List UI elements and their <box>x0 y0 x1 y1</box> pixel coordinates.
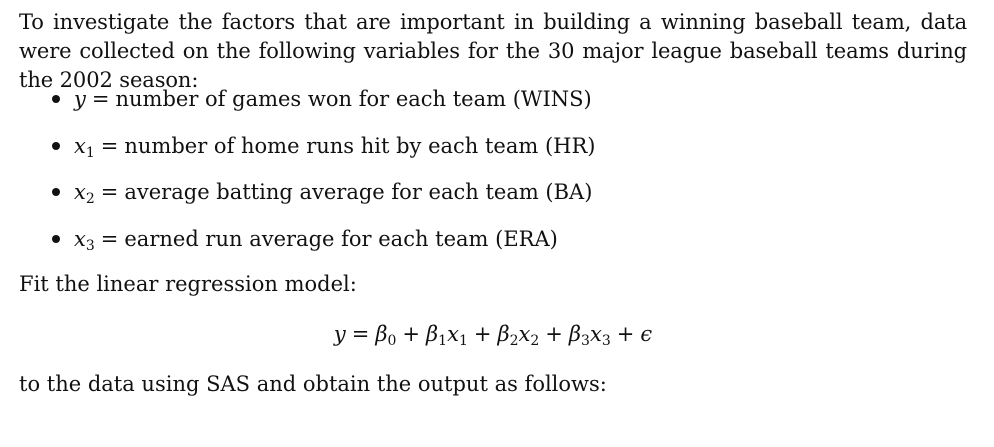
document-body <box>19 8 967 396</box>
bullet-icon <box>52 95 60 103</box>
equals-sign: = <box>91 87 110 111</box>
x-2: x <box>518 322 531 346</box>
variable-symbol: x <box>74 180 86 204</box>
error-term: ϵ <box>640 322 653 346</box>
plus-sign: + <box>545 322 563 346</box>
beta-0-subscript: 0 <box>387 333 397 349</box>
variable-symbol: x <box>74 226 86 251</box>
variable-description: earned run average for each team (ERA) <box>124 226 558 251</box>
bullet-icon <box>52 235 60 243</box>
x-2-subscript: 2 <box>530 333 540 349</box>
bullet-icon <box>52 188 60 196</box>
beta-3: β <box>568 322 582 346</box>
variable-definition <box>74 86 592 119</box>
variable-subscript: 1 <box>85 144 95 161</box>
equation-equals: = <box>351 322 370 346</box>
plus-sign: + <box>402 322 421 346</box>
variable-description: number of games won for each team (WINS) <box>115 87 592 111</box>
x-1-subscript: 1 <box>458 333 468 349</box>
plus-sign: + <box>473 322 492 346</box>
variable-description: number of home runs hit by each team (HR) <box>124 133 596 158</box>
variable-subscript: 2 <box>85 191 95 207</box>
equation-response: y <box>333 322 346 346</box>
variable-symbol: y <box>74 87 86 111</box>
variable-symbol: x <box>74 133 86 158</box>
variable-definition <box>74 179 592 212</box>
x-3-subscript: 3 <box>601 333 611 349</box>
regression-equation <box>19 320 967 355</box>
x-1: x <box>447 322 459 346</box>
beta-2-subscript: 2 <box>509 333 519 349</box>
beta-1-subscript: 1 <box>438 333 448 349</box>
fit-instruction: Fit the linear regression model: <box>19 272 357 296</box>
equals-sign: = <box>100 133 119 158</box>
equals-sign: = <box>100 180 119 204</box>
beta-0: β <box>375 322 388 346</box>
variable-description: average batting average for each team (BA) <box>124 180 593 204</box>
intro-paragraph: To investigate the factors that are important in building a winning baseball team, data were collected on the following variables for the 30 major league baseball teams during the 2002 season: <box>19 10 967 92</box>
plus-sign: + <box>616 322 635 346</box>
variable-subscript: 3 <box>85 237 95 254</box>
equals-sign: = <box>100 226 119 251</box>
beta-2: β <box>497 322 510 346</box>
x-3: x <box>589 322 602 346</box>
beta-3-subscript: 3 <box>581 333 590 349</box>
variable-definition <box>74 133 595 166</box>
bullet-icon <box>52 142 60 150</box>
closing-sentence: to the data using SAS and obtain the output as follows: <box>19 372 607 396</box>
beta-1: β <box>426 322 439 346</box>
variable-definition <box>74 226 558 259</box>
